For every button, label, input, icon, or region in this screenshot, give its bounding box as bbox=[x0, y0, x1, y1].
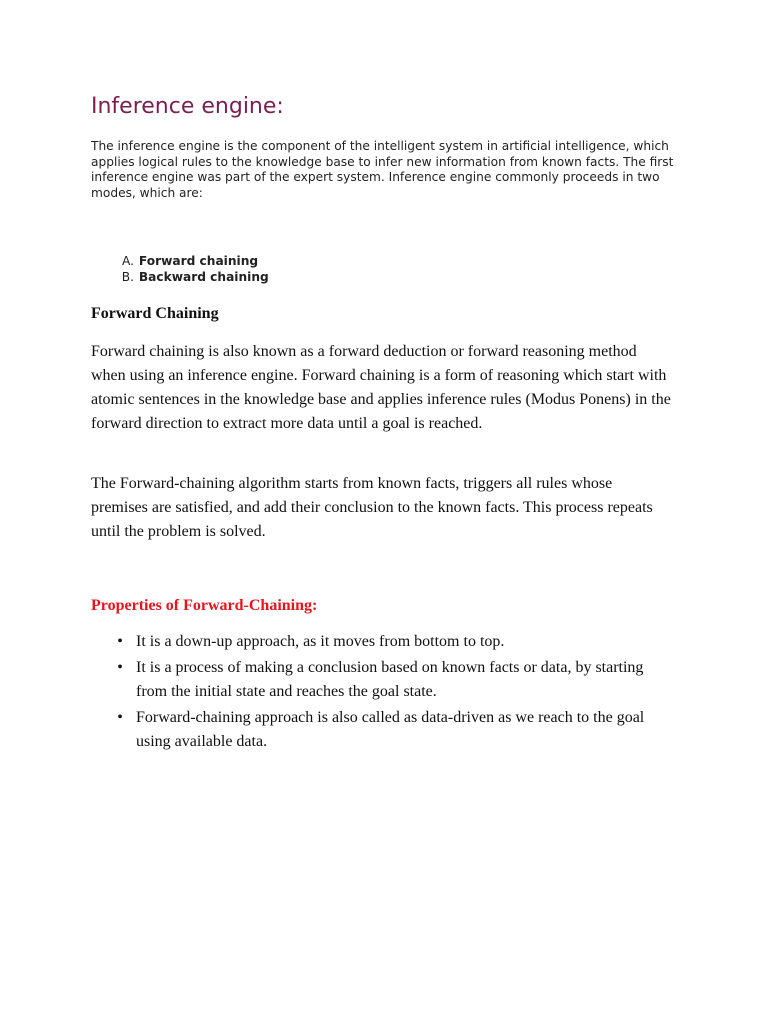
list-item-text: It is a down-up approach, as it moves from bottom to top. bbox=[136, 633, 505, 650]
page-title: Inference engine: bbox=[91, 94, 284, 119]
properties-list bbox=[91, 630, 671, 756]
list-item bbox=[91, 706, 671, 754]
bullet-icon: • bbox=[117, 659, 123, 676]
list-item-text: It is a process of making a conclusion based on known facts or data, by starting from the initial state and reaches the goal state. bbox=[136, 659, 644, 700]
list-item-forward-chaining bbox=[91, 254, 269, 270]
modes-list bbox=[91, 254, 269, 285]
forward-chaining-paragraph-1: Forward chaining is also known as a forward deduction or forward reasoning method when using an inference engine. Forward chaining is a form of reasoning which start with atomic sentences in the knowledge base and applies inference rules (Modus Ponens) in the forward direction to extract more data until a goal is reached. bbox=[91, 343, 671, 432]
list-item-label: Forward chaining bbox=[138, 254, 259, 268]
section-heading-forward-chaining: Forward Chaining bbox=[91, 305, 219, 322]
list-item bbox=[91, 656, 671, 704]
properties-heading: Properties of Forward-Chaining: bbox=[91, 597, 318, 614]
list-item bbox=[91, 630, 671, 654]
bullet-icon: • bbox=[117, 633, 123, 650]
intro-paragraph: The inference engine is the component of the intelligent system in artificial intelligence, which applies logical rules to the knowledge base to infer new information from known facts. The first inference engine was part of the expert system. Inference engine commonly proceeds in two modes, which are: bbox=[91, 139, 674, 200]
list-item-backward-chaining bbox=[91, 270, 269, 286]
list-marker: A. bbox=[122, 254, 134, 268]
forward-chaining-paragraph-2: The Forward-chaining algorithm starts from known facts, triggers all rules whose premises are satisfied, and add their conclusion to the known facts. This process repeats until the problem is solved. bbox=[91, 475, 653, 540]
list-item-text: Forward-chaining approach is also called as data-driven as we reach to the goal using available data. bbox=[136, 709, 645, 750]
list-marker: B. bbox=[121, 269, 134, 284]
list-item-label: Backward chaining bbox=[138, 269, 269, 284]
bullet-icon: • bbox=[117, 709, 123, 726]
